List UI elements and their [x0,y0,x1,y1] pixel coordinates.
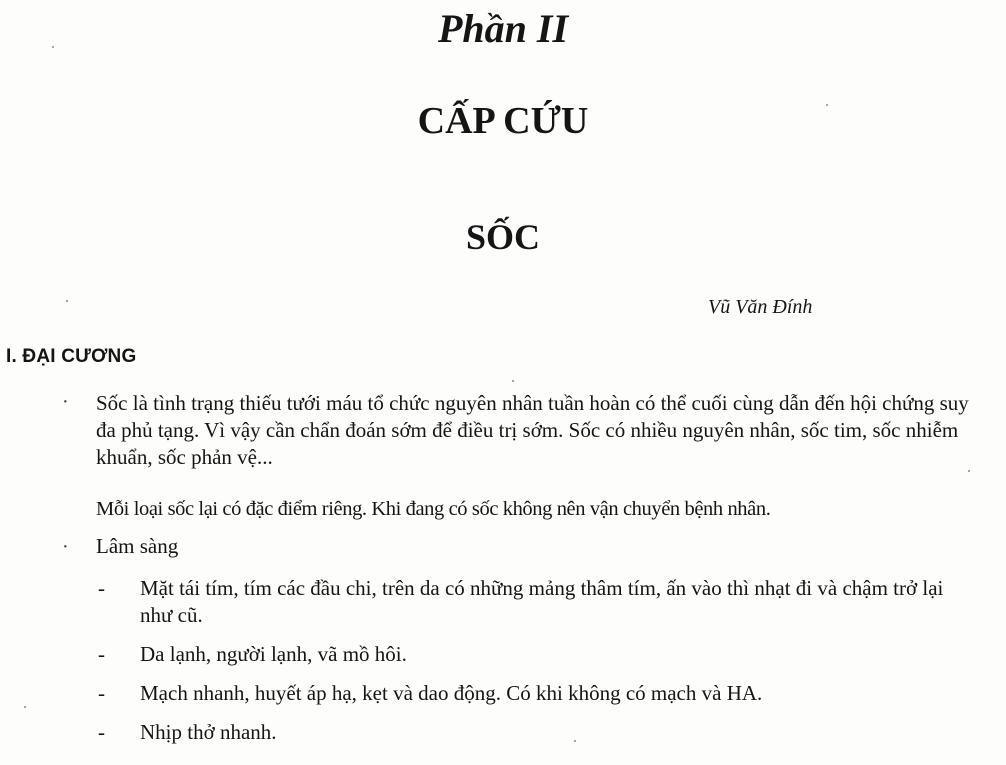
list-item-text: Nhịp thở nhanh. [140,720,277,744]
section-heading: I. ĐẠI CƯƠNG [6,346,137,367]
section-title: CẤP CỨU [417,100,589,142]
paragraph-text: Sốc là tình trạng thiếu tưới máu tổ chức nguyên nhân tuần hoàn có thể cuối cùng dẫn đến hội chứng suy đa phủ tạng. Vì vậy cần chẩn đoán sớm để điều trị sớm. Sốc có nhiều nguyên nhân, sốc tim, sốc nhiễm khuẩn, sốc phản vệ... [96,391,969,469]
scan-speck [826,104,828,106]
margin-dot-marker: · [62,391,69,413]
list-item-text: Mạch nhanh, huyết áp hạ, kẹt và dao động. Có khi không có mạch và HA. [140,681,763,705]
clinical-signs-list [96,575,976,758]
bullet-dash: - [98,681,105,705]
list-item-text: Da lạnh, người lạnh, vã mồ hôi. [140,642,407,666]
shock-types-paragraph [96,496,986,523]
paragraph-text: Mỗi loại sốc lại có đặc điểm riêng. Khi đang có sốc không nên vận chuyển bệnh nhân. [96,498,771,520]
bullet-dash: - [98,642,105,666]
chapter-title: SỐC [465,217,541,257]
scan-speck [66,300,68,302]
list-item [96,575,976,629]
list-item [96,719,976,746]
margin-dot-marker: · [62,536,69,558]
scan-speck [574,740,576,742]
author-name: Vũ Văn Đính [708,296,813,318]
scan-speck [968,470,970,472]
clinical-subheading [96,533,696,560]
scan-speck [52,46,54,48]
intro-paragraph [96,390,976,471]
scan-speck [512,380,514,382]
part-title: Phần II [437,6,569,51]
list-item [96,641,976,668]
list-item-text: Mặt tái tím, tím các đầu chi, trên da có những mảng thâm tím, ấn vào thì nhạt đi và chậm trở lại như cũ. [140,576,944,627]
paragraph-text: Lâm sàng [96,534,179,558]
bullet-dash: - [98,720,105,744]
bullet-dash: - [98,576,105,600]
list-item [96,680,976,707]
scan-speck [24,706,26,708]
